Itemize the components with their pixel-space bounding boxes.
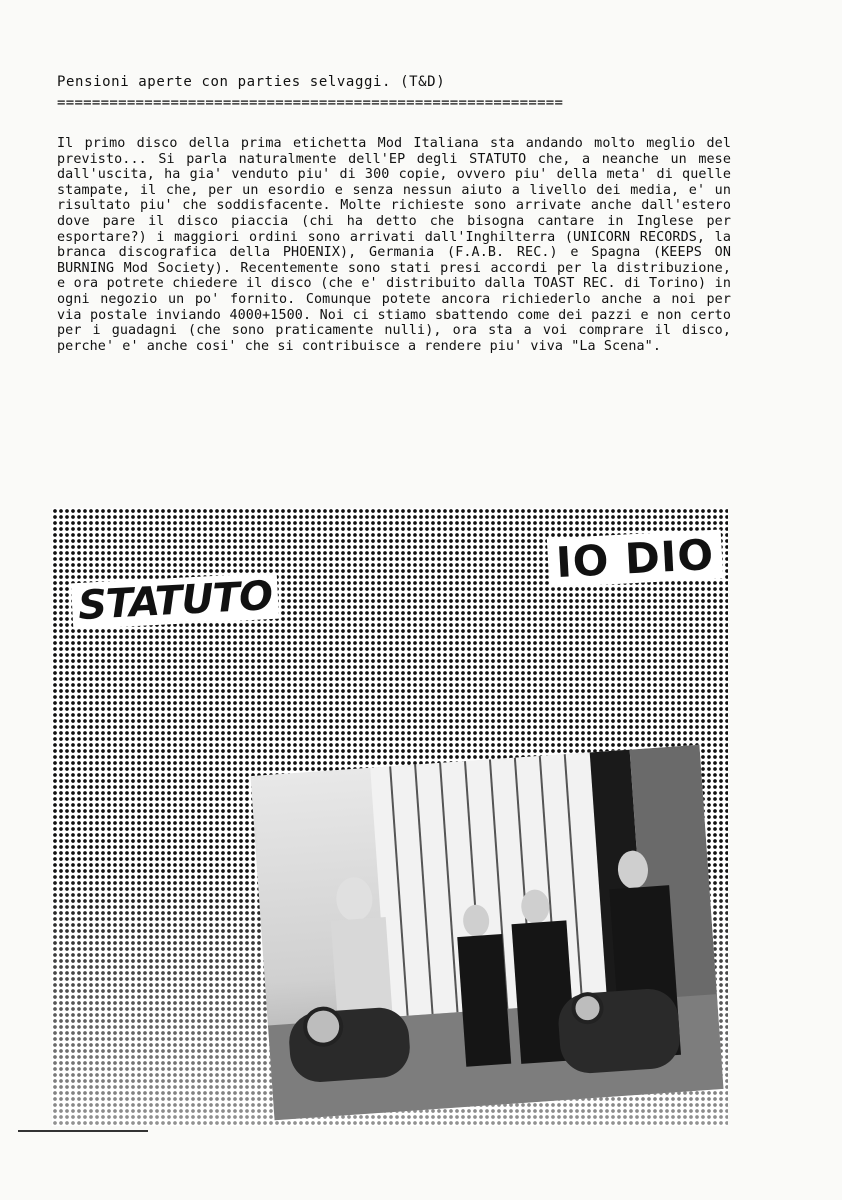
- band-photo-drawing: [251, 745, 724, 1121]
- divider-rule: ==========================================================: [57, 96, 564, 110]
- band-name: STATUTO: [71, 573, 279, 630]
- band-photo: [251, 745, 724, 1121]
- article-paragraph: Il primo disco della prima etichetta Mod Italiana sta andando molto meglio del previsto... Si parla naturalmente dell'EP degli STATUTO che, a neanche un mese dall'uscita, ha gia' venduto piu' di 300 copie, ovvero piu' della meta' di quelle stampate, il che, per un esordio e senza nessun aiuto a livello dei media, e' un risultato piu' che soddisfacente. Molte richieste sono arrivate anche dall'estero dove pare il disco piaccia (chi ha detto che bisogna cantare in Inglese per esportare?) i maggiori ordini sono arrivati dall'Inghilterra (UNICORN RECORDS, la branca discografica della PHOENIX), Germania (F.A.B. REC.) e Spagna (KEEPS ON BURNING Mod Society). Recentemente sono stati presi accordi per la distribuzione, e ora potrete chiedere il disco (che e' distribuito dalla TOAST REC. di Torino) in ogni negozio un po' fornito. Comunque potete ancora richiederlo anche a noi per via postale inviando 4000+1500. Noi ci stiamo sbattendo come dei pazzi e non certo per i guadagni (che sono praticamente nulli), ora sta a voi comprare il disco, perche' e' anche cosi' che si contribuisce a rendere piu' viva "La Scena".: [57, 136, 731, 354]
- article-caption: Pensioni aperte con parties selvaggi. (T&D): [57, 74, 446, 90]
- record-cover-image: [52, 508, 728, 1126]
- footer-line: [18, 1130, 148, 1132]
- record-title: IO DIO: [547, 529, 723, 587]
